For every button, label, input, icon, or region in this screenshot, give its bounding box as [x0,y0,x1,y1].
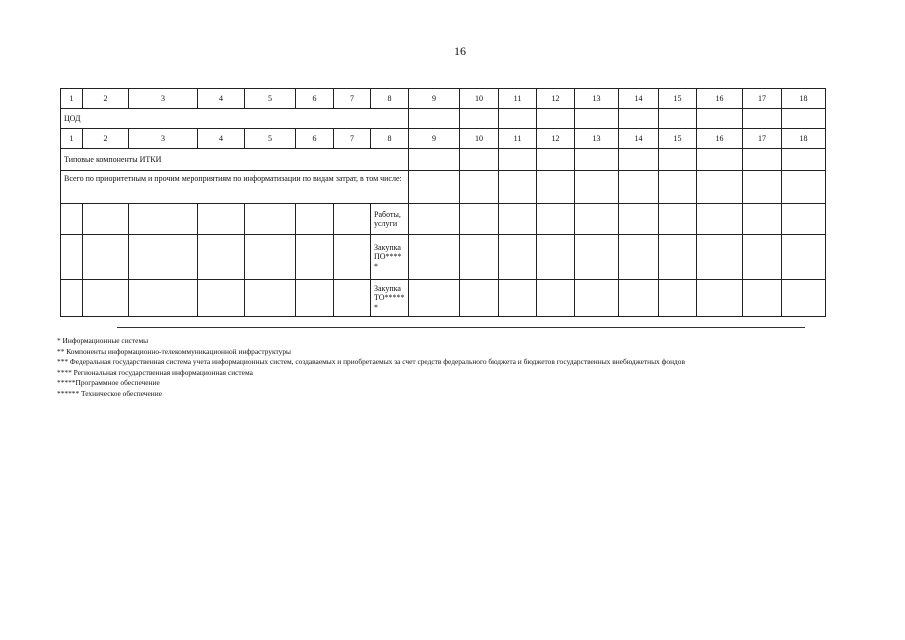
po-row [61,235,826,280]
works-row [61,204,826,235]
column-number-13: 13 [575,129,619,149]
column-number-3: 3 [129,89,198,109]
column-number-11: 11 [499,129,537,149]
total-row [61,171,826,204]
footnote-divider [117,327,805,328]
to-row [61,280,826,317]
column-number-15: 15 [659,129,697,149]
column-number-6: 6 [296,129,334,149]
column-number-4: 4 [198,129,245,149]
column-number-14: 14 [619,89,659,109]
column-number-16: 16 [697,129,743,149]
column-number-5: 5 [245,129,296,149]
total-label: Всего по приоритетным и прочим мероприятиям по информатизации по видам затрат, в том числе: [61,171,409,204]
column-number-4: 4 [198,89,245,109]
column-number-14: 14 [619,129,659,149]
column-number-18: 18 [782,129,826,149]
column-number-7: 7 [334,89,371,109]
column-number-6: 6 [296,89,334,109]
column-number-12: 12 [537,129,575,149]
column-number-9: 9 [409,89,460,109]
column-number-17: 17 [743,129,782,149]
header-row-2 [61,129,826,149]
column-number-11: 11 [499,89,537,109]
works-label: Работы, услуги [371,204,409,235]
column-number-17: 17 [743,89,782,109]
column-number-3: 3 [129,129,198,149]
typical-components-label: Типовые компоненты ИТКИ [61,149,409,171]
po-label: Закупка ПО***** [371,235,409,280]
footnote: *** Федеральная государственная система учета информационных систем, создаваемых и приобретаемых за счет средств федерального бюджета и бюджетов государственных внебюджетных фондов [57,357,685,367]
column-number-12: 12 [537,89,575,109]
column-number-1: 1 [61,129,83,149]
expenses-table [60,88,826,317]
to-label: Закупка ТО****** [371,280,409,317]
footnote: **** Региональная государственная информационная система [57,367,253,377]
column-number-9: 9 [409,129,460,149]
footnote: ** Компоненты информационно-телекоммуникационной инфраструктуры [57,346,292,356]
typical-components-row [61,149,826,171]
cod-row [61,109,826,129]
footnotes [57,336,685,400]
header-row-1 [61,89,826,109]
column-number-18: 18 [782,89,826,109]
footnote: *****Программное обеспечение [57,378,160,388]
column-number-16: 16 [697,89,743,109]
footnote: * Информационные системы [57,336,149,345]
footnote: ****** Техническое обеспечение [57,388,162,398]
column-number-8: 8 [371,89,409,109]
page-number: 16 [454,44,466,58]
column-number-5: 5 [245,89,296,109]
column-number-15: 15 [659,89,697,109]
column-number-10: 10 [460,129,499,149]
column-number-2: 2 [83,89,129,109]
column-number-7: 7 [334,129,371,149]
column-number-10: 10 [460,89,499,109]
column-number-13: 13 [575,89,619,109]
column-number-1: 1 [61,89,83,109]
column-number-8: 8 [371,129,409,149]
cod-label: ЦОД [61,109,409,129]
column-number-2: 2 [83,129,129,149]
